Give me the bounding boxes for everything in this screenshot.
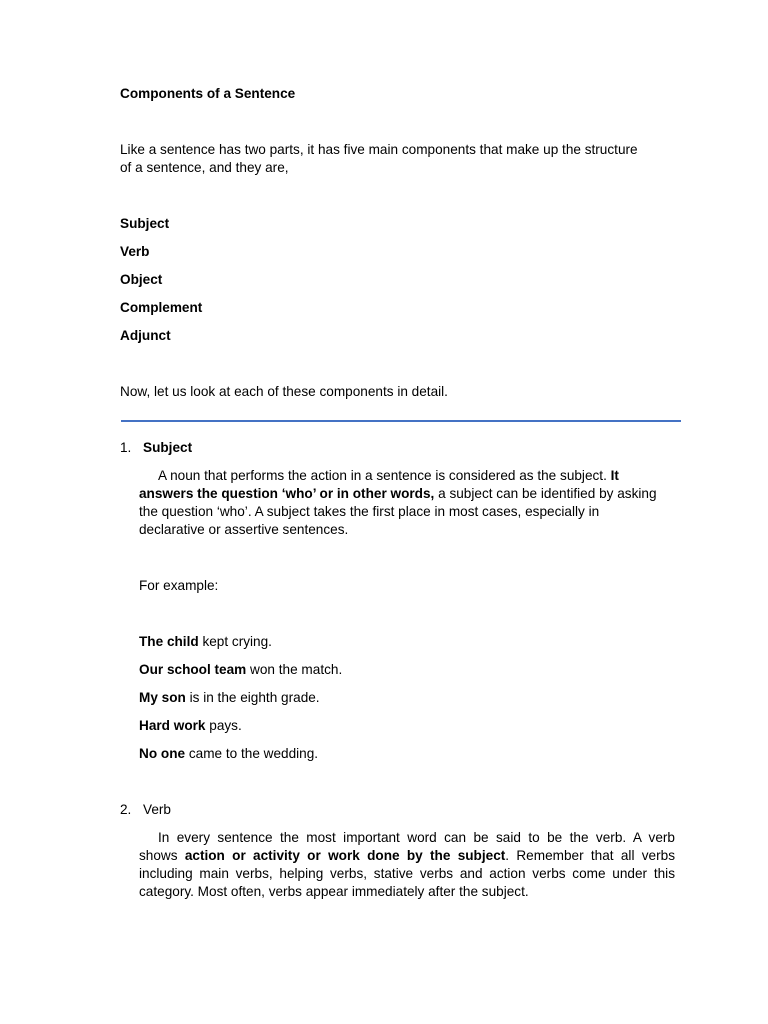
intro-line-1: Like a sentence has two parts, it has five main components that make up the structure [120, 142, 638, 157]
component-adjunct: Adjunct [120, 328, 171, 343]
example-label: For example: [139, 578, 219, 593]
example-item: Hard work pays. [139, 718, 242, 733]
section-1-para-line-1: A noun that performs the action in a sentence is considered as the subject. It [158, 468, 619, 483]
section-1-number: 1. [120, 440, 132, 455]
example-item: The child kept crying. [139, 634, 272, 649]
section-1-para-line-2: answers the question ‘who’ or in other words, a subject can be identified by asking [139, 486, 657, 501]
intro-line-2: of a sentence, and they are, [120, 160, 289, 175]
section-2-number: 2. [120, 802, 132, 817]
component-object: Object [120, 272, 163, 287]
lead-in-text: Now, let us look at each of these components in detail. [120, 384, 448, 399]
example-item: My son is in the eighth grade. [139, 690, 320, 705]
section-2-para-line-1: In every sentence the most important word can be said to be the verb. A verb [158, 830, 675, 845]
component-verb: Verb [120, 244, 150, 259]
component-complement: Complement [120, 300, 203, 315]
section-2-para-line-3: including main verbs, helping verbs, stative verbs and action verbs come under this [139, 866, 675, 881]
section-1-para-line-3: the question ‘who’. A subject takes the first place in most cases, especially in [139, 504, 600, 519]
section-2-para-line-2: shows action or activity or work done by the subject. Remember that all verbs [139, 848, 675, 863]
document-title: Components of a Sentence [120, 86, 296, 101]
section-1-heading: Subject [143, 440, 193, 455]
example-item: No one came to the wedding. [139, 746, 319, 761]
component-subject: Subject [120, 216, 170, 231]
section-divider [121, 420, 681, 422]
example-item: Our school team won the match. [139, 662, 343, 677]
section-2-para-line-4: category. Most often, verbs appear immediately after the subject. [139, 884, 529, 899]
section-2-heading: Verb [143, 802, 171, 817]
section-1-para-line-4: declarative or assertive sentences. [139, 522, 349, 537]
